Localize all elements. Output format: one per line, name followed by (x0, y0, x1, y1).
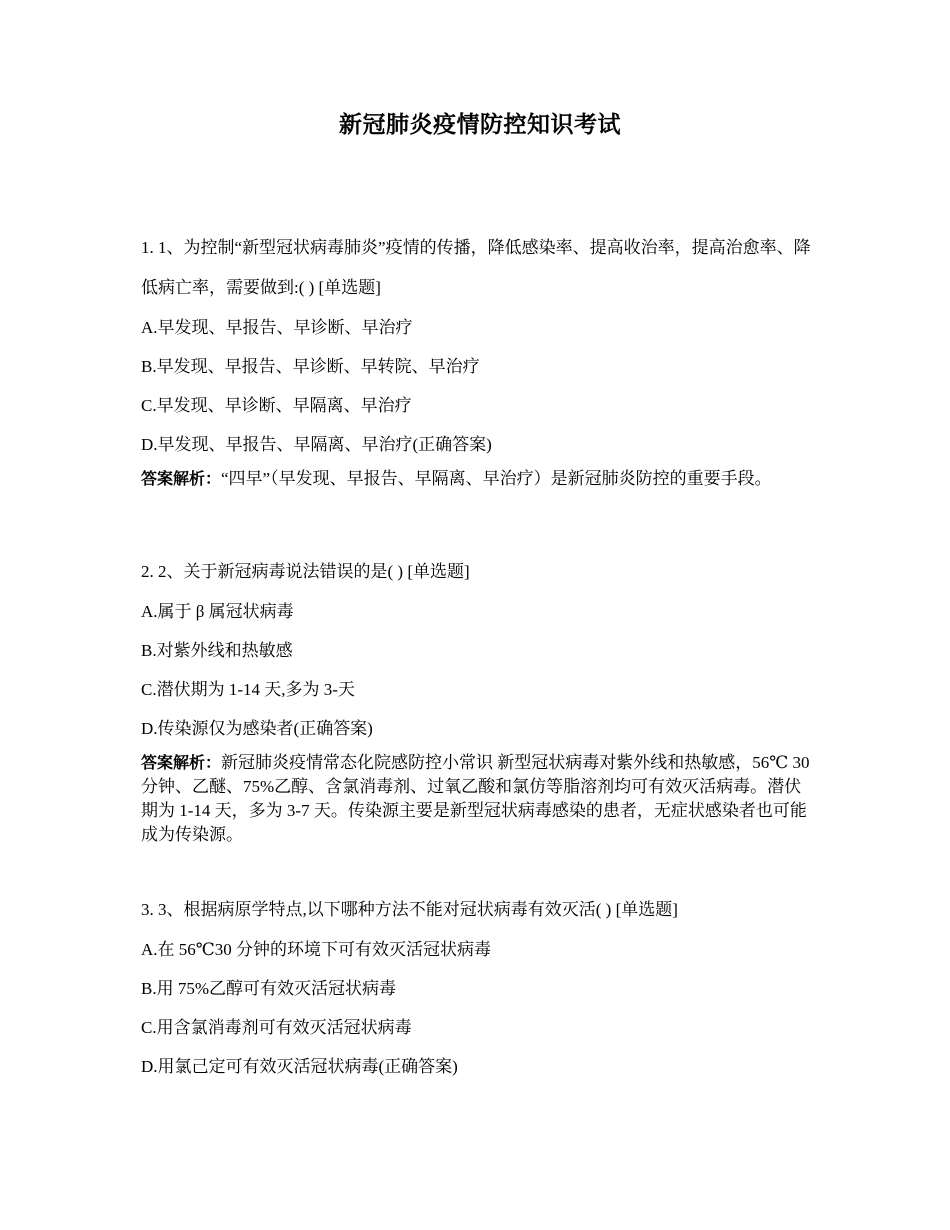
option-b: B.早发现、早报告、早诊断、早转院、早治疗 (141, 357, 480, 376)
option-a: A.属于 β 属冠状病毒 (141, 602, 294, 621)
page-title: 新冠肺炎疫情防控知识考试 (339, 112, 621, 138)
question-stem: 2. 2、关于新冠病毒说法错误的是( ) [单选题] (141, 562, 470, 581)
option-c: C.用含氯消毒剂可有效灭活冠状病毒 (141, 1018, 412, 1037)
option-c: C.早发现、早诊断、早隔离、早治疗 (141, 396, 412, 415)
option-a: A.早发现、早报告、早诊断、早治疗 (141, 318, 413, 337)
analysis-text: 新冠肺炎疫情常态化院感防控小常识 新型冠状病毒对紫外线和热敏感，56℃ 30 分钟、乙醚、75%乙醇、含氯消毒剂、过氧乙酸和氯仿等脂溶剂均可有效灭活病毒。潜伏期为 1-14 天，多为 3-7 天。传染源主要是新型冠状病毒感染的患者，无症状感染者也可能成为传染源。 (141, 753, 810, 844)
analysis-label: 答案解析： (141, 469, 222, 488)
answer-analysis (141, 751, 813, 847)
question-2 (141, 552, 813, 847)
answer-analysis (141, 467, 813, 491)
analysis-label: 答案解析： (141, 753, 222, 772)
option-b: B.用 75%乙醇可有效灭活冠状病毒 (141, 979, 396, 998)
option-a: A.在 56℃30 分钟的环境下可有效灭活冠状病毒 (141, 940, 492, 959)
option-c: C.潜伏期为 1-14 天,多为 3-天 (141, 680, 355, 699)
option-d: D.早发现、早报告、早隔离、早治疗(正确答案) (141, 435, 492, 454)
question-3 (141, 890, 813, 1086)
question-stem: 3. 3、根据病原学特点,以下哪种方法不能对冠状病毒有效灭活( ) [单选题] (141, 900, 678, 919)
question-1 (141, 228, 813, 491)
analysis-text: “四早”（早发现、早报告、早隔离、早治疗）是新冠肺炎防控的重要手段。 (221, 469, 772, 488)
option-d: D.用氯己定可有效灭活冠状病毒(正确答案) (141, 1057, 458, 1076)
question-stem: 1. 1、为控制“新型冠状病毒肺炎”疫情的传播，降低感染率、提高收治率，提高治愈率、降低病亡率，需要做到:( ) [单选题] (141, 238, 811, 297)
option-d: D.传染源仅为感染者(正确答案) (141, 719, 373, 738)
option-b: B.对紫外线和热敏感 (141, 641, 293, 660)
